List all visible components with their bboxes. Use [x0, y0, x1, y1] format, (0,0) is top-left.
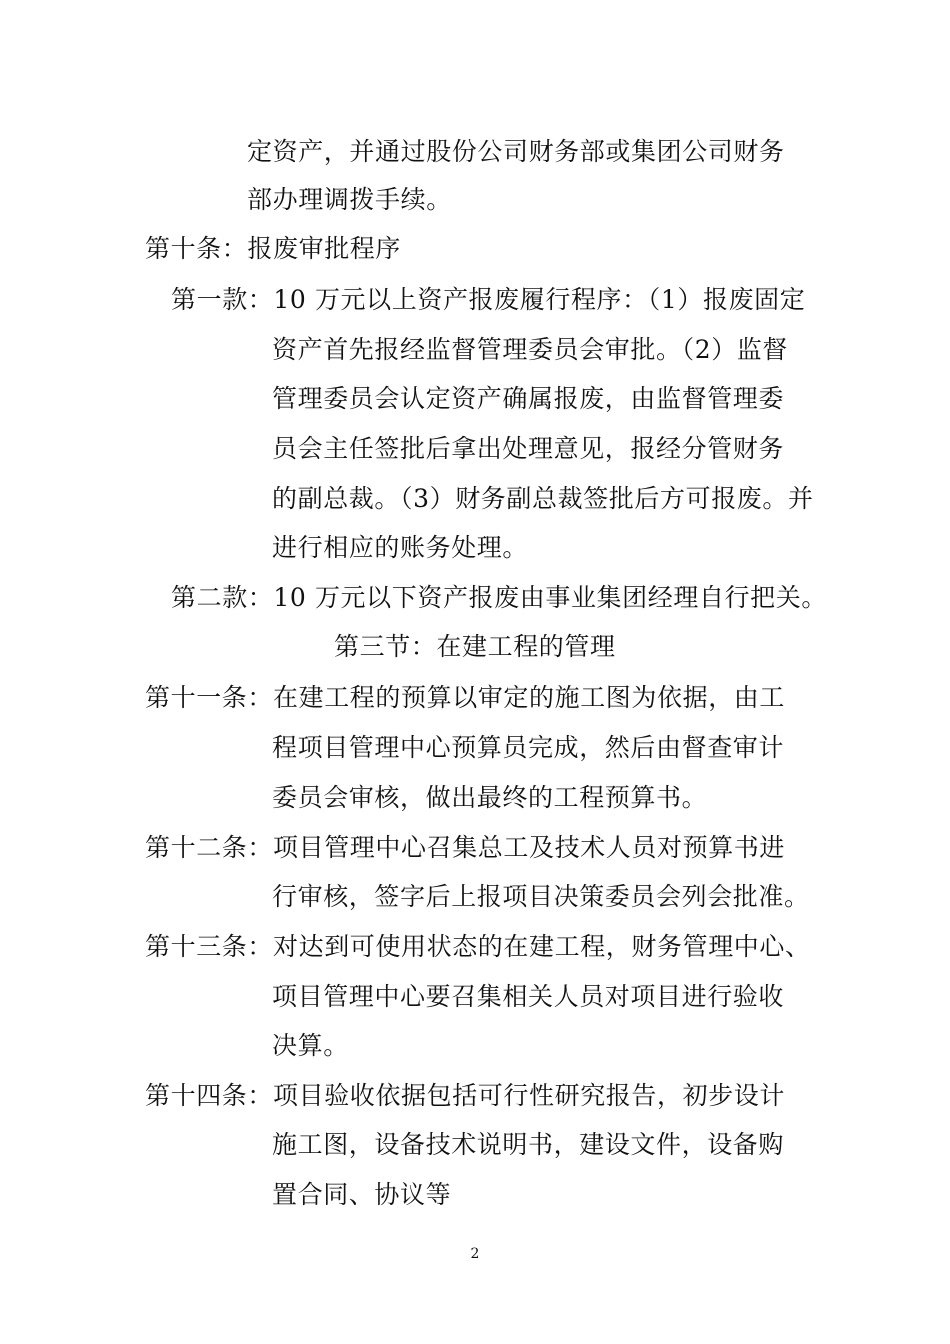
paragraph-line: 定资产，并通过股份公司财务部或集团公司财务: [247, 137, 785, 166]
page-number: 2: [470, 1246, 480, 1262]
paragraph-line: 项目管理中心要召集相关人员对项目进行验收: [272, 982, 785, 1011]
clause-line: 第一款：10 万元以上资产报废履行程序：（1）报废固定: [171, 285, 806, 314]
paragraph-line: 置合同、协议等: [272, 1180, 452, 1209]
article-line: 第十三条：对达到可使用状态的在建工程，财务管理中心、: [145, 932, 811, 961]
paragraph-line: 委员会审核，做出最终的工程预算书。: [272, 783, 708, 812]
paragraph-line: 行审核，签字后上报项目决策委员会列会批准。: [272, 882, 810, 911]
article-heading: 第十条：报废审批程序: [145, 234, 402, 263]
paragraph-line: 员会主任签批后拿出处理意见，报经分管财务: [272, 434, 785, 463]
article-line: 第十二条：项目管理中心召集总工及技术人员对预算书进: [145, 833, 786, 862]
paragraph-line: 程项目管理中心预算员完成，然后由督查审计: [272, 733, 785, 762]
paragraph-line: 决算。: [272, 1031, 349, 1060]
paragraph-line: 施工图，设备技术说明书，建设文件，设备购: [272, 1130, 785, 1159]
article-line: 第十一条：在建工程的预算以审定的施工图为依据，由工: [145, 683, 786, 712]
paragraph-line: 管理委员会认定资产确属报废，由监督管理委: [272, 384, 785, 413]
paragraph-line: 部办理调拨手续。: [247, 185, 452, 214]
article-line: 第十四条：项目验收依据包括可行性研究报告，初步设计: [145, 1081, 786, 1110]
paragraph-line: 进行相应的账务处理。: [272, 533, 529, 562]
paragraph-line: 资产首先报经监督管理委员会审批。（2）监督: [272, 335, 789, 364]
paragraph-line: 的副总裁。（3）财务副总裁签批后方可报废。并: [272, 484, 814, 513]
section-heading: 第三节：在建工程的管理: [334, 632, 616, 661]
clause-line: 第二款：10 万元以下资产报废由事业集团经理自行把关。: [171, 583, 827, 612]
